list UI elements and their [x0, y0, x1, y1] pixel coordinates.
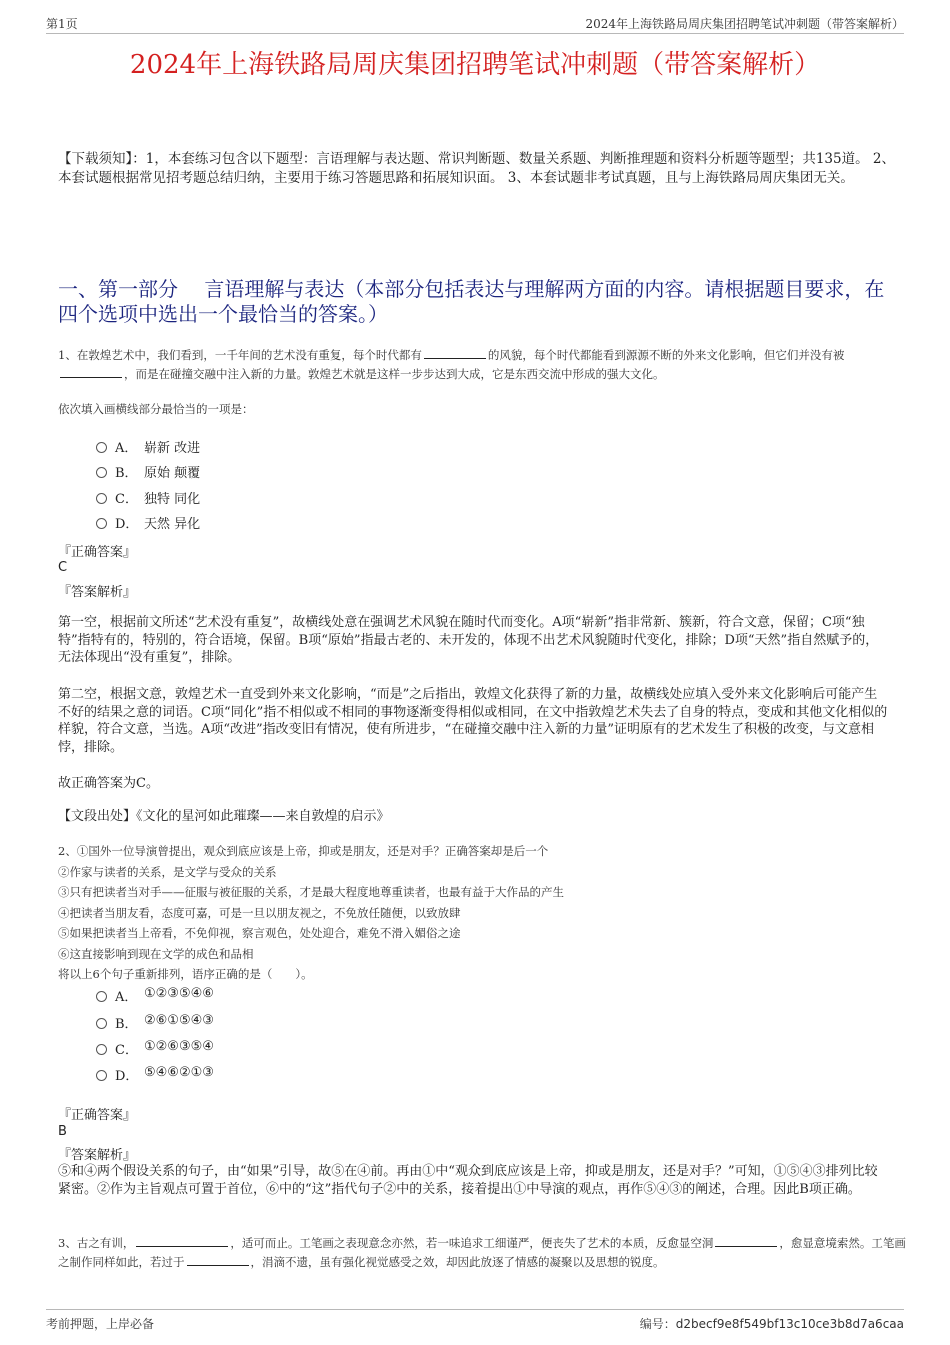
q1-analysis-paragraph-1: 第一空，根据前文所述“艺术没有重复”，故横线处意在强调艺术风貌在随时代而变化。A项“崭新”指非常新、簇新，符合文意，保留；C项“独特”指特有的，特别的，符合语境，保留。B项“原始”指最古老的、未开发的，体现不出艺术风貌随时代变化，排除；D项“天然”指自然赋予的，无法体现出“没有重复”，排除。: [58, 615, 879, 665]
fill-blank: [187, 1253, 249, 1266]
fill-blank: [715, 1234, 777, 1247]
page-title: 2024年上海铁路局周庆集团招聘笔试冲刺题（带答案解析）: [129, 50, 821, 80]
radio-button[interactable]: [96, 1018, 107, 1029]
fill-blank: [136, 1234, 228, 1247]
q2-answer: B: [58, 1124, 67, 1139]
radio-button[interactable]: [96, 467, 107, 478]
header-doc-title: 2024年上海铁路局周庆集团招聘笔试冲刺题（带答案解析）: [585, 17, 904, 31]
download-notice: 【下载须知】：1，本套练习包含以下题型：言语理解与表达题、常识判断题、数量关系题、判断推理题和资料分析题等题型；共135道。 2、本套试题根据常见招考题总结归纳，主要用于练习答题思路和拓展知识面。 3、本套试题非考试真题，且与上海铁路局周庆集团无关。: [58, 151, 895, 186]
q2-answer-label: 『正确答案』: [58, 1108, 137, 1123]
radio-button[interactable]: [96, 518, 107, 529]
q1-analysis-label: 『答案解析』: [58, 585, 137, 600]
radio-button[interactable]: [96, 493, 107, 504]
q1-source: 【文段出处】《文化的星河如此璀璨——来自敦煌的启示》: [58, 809, 390, 824]
page-footer: [46, 1309, 904, 1332]
page-number: 第1页: [46, 17, 78, 31]
question-2-text: 2、①国外一位导演曾提出，观众到底应该是上帝，抑或是朋友，还是对手？正确答案却是后一个 ②作家与读者的关系，是文学与受众的关系 ③只有把读者当对手——征服与被征服的关系，才是最大程度地尊重读者，也最有益于大作品的产生 ④把读者当朋友看，态度可嘉，可是一旦以朋友视之，不免放任随便，以致放肆 ⑤如果把读者当上帝看，不免仰视，察言观色，处处迎合，难免不滑入媚俗之途 ⑥这直接影响到现在文学的成色和品相 将以上6个句子重新排列，语序正确的是（ ）。: [58, 844, 564, 981]
q1-analysis-conclusion: 故正确答案为C。: [58, 776, 159, 791]
radio-button[interactable]: [96, 1070, 107, 1081]
footer-code: 编号：d2becf9e8f549bf13c10ce3b8d7a6caa: [639, 1317, 904, 1331]
q2-analysis: ⑤和④两个假设关系的句子，由“如果”引导，故⑤在④前。再由①中“观众到底应该是上帝，抑或是朋友，还是对手？”可知，①⑤④③排列比较紧密。②作为主旨观点可置于首位，⑥中的“这”指代句子②中的关系，接着提出①中导演的观点，再作⑤④③的阐述，合理。因此B项正确。: [58, 1164, 878, 1197]
radio-button[interactable]: [96, 442, 107, 453]
radio-button[interactable]: [96, 991, 107, 1002]
question-1-prompt: 依次填入画横线部分最恰当的一项是：: [58, 402, 254, 416]
q2-analysis-label: 『答案解析』: [58, 1148, 137, 1163]
question-1-text: 1、在敦煌艺术中，我们看到，一千年间的艺术没有重复，每个时代都有 的风貌，每个时代都能看到源源不断的外来文化影响，但它们并没有被，而是在碰撞交融中注入新的力量。敦煌艺术就是这样一步步达到大成，它是东西交流中形成的强大文化。: [58, 348, 845, 381]
radio-button[interactable]: [96, 1044, 107, 1055]
q1-answer: C: [58, 560, 68, 575]
q1-analysis-paragraph-2: 第二空，根据文意，敦煌艺术一直受到外来文化影响，“而是”之后指出，敦煌文化获得了新的力量，故横线处应填入受外来文化影响后可能产生不好的结果之意的词语。C项“同化”指不相似或不相同的事物逐渐变得相似或相同，在文中指敦煌艺术失去了自身的特点，变成和其他文化相似的样貌，符合文意，当选。A项“改进”指改变旧有情况，使有所进步，“在碰撞交融中注入新的力量”证明原有的艺术发生了积极的改变，与文意相悖，排除。: [58, 687, 888, 755]
page-header: [46, 14, 904, 34]
footer-slogan: 考前押题，上岸必备: [46, 1317, 155, 1331]
fill-blank: [424, 346, 486, 359]
q1-answer-label: 『正确答案』: [58, 545, 137, 560]
section-title: 一、第一部分 言语理解与表达（本部分包括表达与理解两方面的内容。请根据题目要求，在四个选项中选出一个最恰当的答案。）: [58, 277, 885, 326]
question-3-text: 3、古之有训， ，适可而止。工笔画之表现意念亦然，若一味追求工细谨严，便丧失了艺术的本质，反愈显空洞 ，愈显意境索然。工笔画之制作同样如此，若过于 ，涓滴不遗，虽有强化视觉感受之效，却因此放逐了情感的凝聚以及思想的锐度。: [58, 1236, 906, 1269]
fill-blank: [60, 365, 122, 378]
